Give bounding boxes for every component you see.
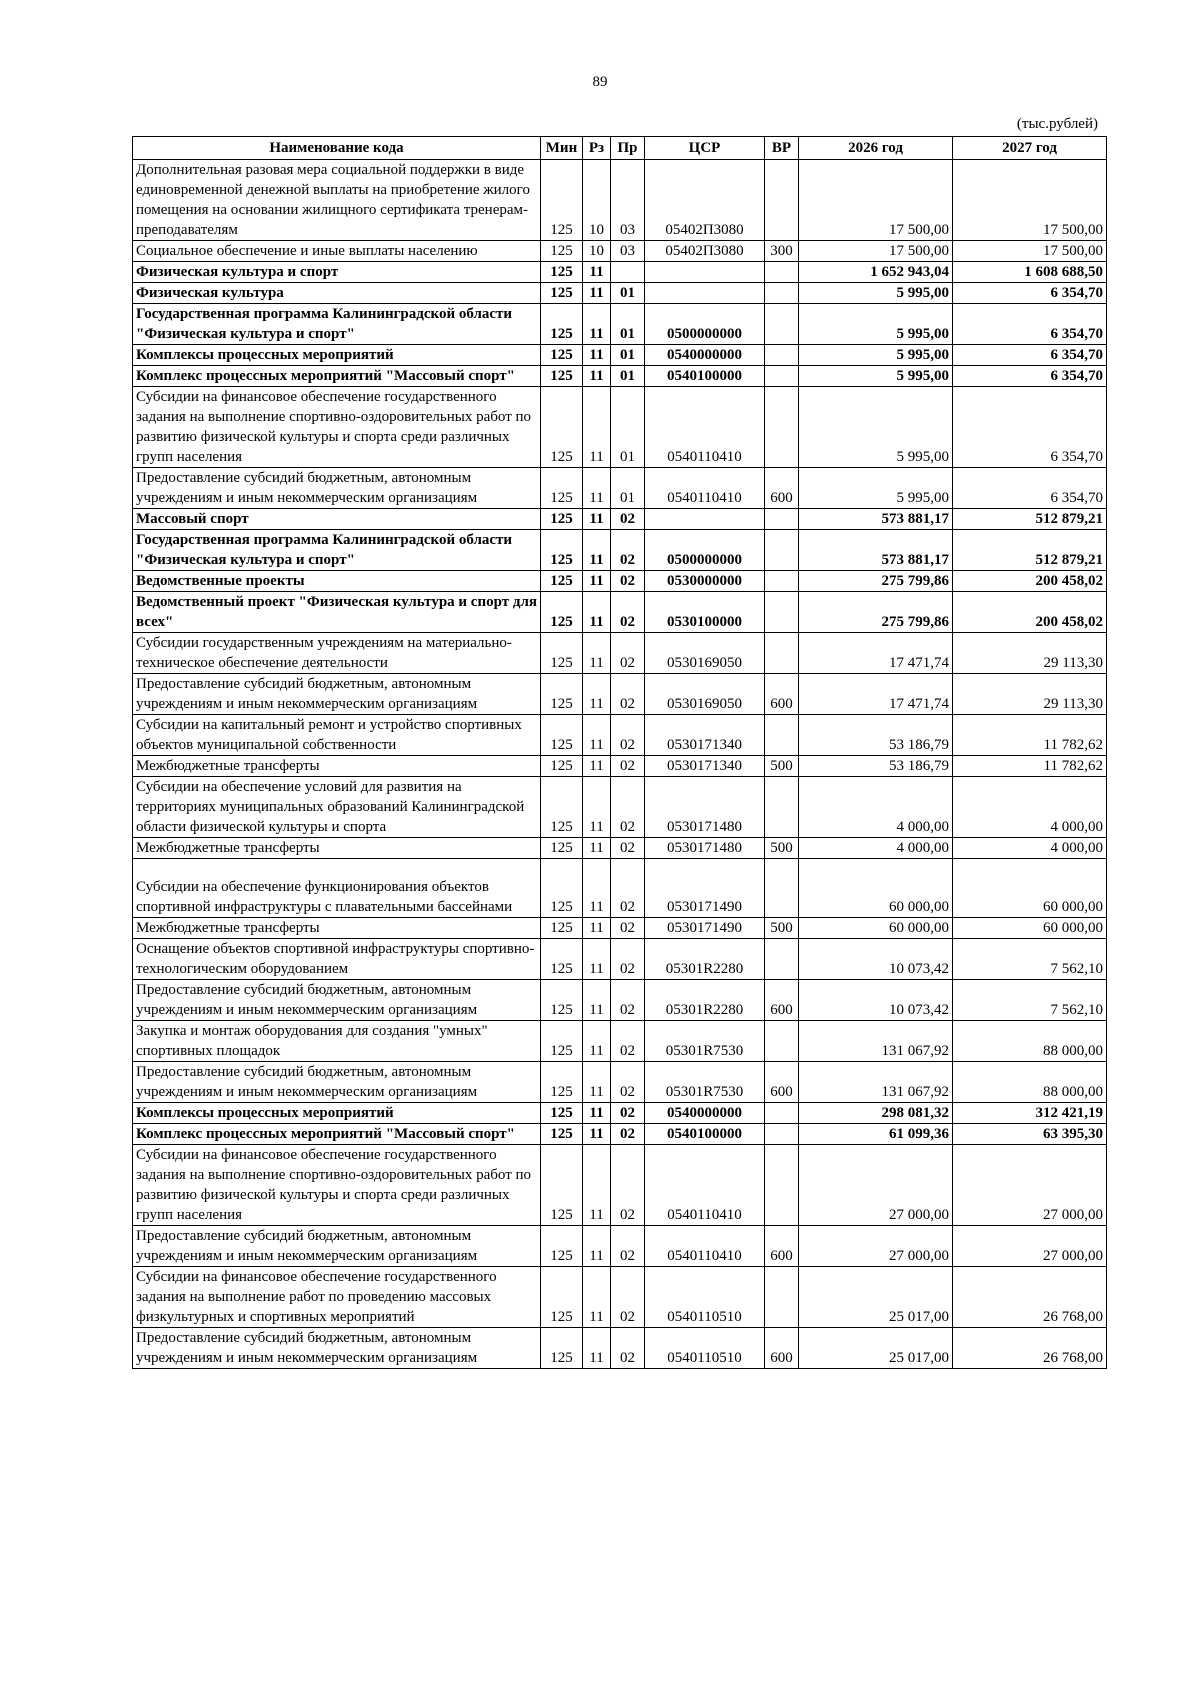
- row-2027: 6 354,70: [953, 366, 1107, 387]
- row-csr: 0540110410: [645, 387, 765, 468]
- row-2027: 6 354,70: [953, 283, 1107, 304]
- row-pr: [611, 262, 645, 283]
- row-2026: 1 652 943,04: [799, 262, 953, 283]
- row-rz: 11: [583, 304, 611, 345]
- row-csr: 0500000000: [645, 304, 765, 345]
- row-min: 125: [541, 592, 583, 633]
- row-rz: 10: [583, 160, 611, 241]
- row-2027: 26 768,00: [953, 1267, 1107, 1328]
- row-min: 125: [541, 939, 583, 980]
- row-2026: 61 099,36: [799, 1124, 953, 1145]
- table-row: [133, 715, 1107, 756]
- row-csr: 0540110410: [645, 1145, 765, 1226]
- row-2026: 573 881,17: [799, 530, 953, 571]
- row-pr: 02: [611, 715, 645, 756]
- row-csr: 05301R7530: [645, 1062, 765, 1103]
- row-pr: 02: [611, 918, 645, 939]
- row-2027: 6 354,70: [953, 387, 1107, 468]
- row-2026: 5 995,00: [799, 304, 953, 345]
- row-name: Дополнительная разовая мера социальной поддержки в виде единовременной денежной выплаты на приобретение жилого помещения на основании жилищного сертификата тренерам-преподавателям: [133, 160, 541, 241]
- row-rz: 11: [583, 859, 611, 918]
- row-2027: 60 000,00: [953, 918, 1107, 939]
- row-vr: 600: [765, 1226, 799, 1267]
- row-min: 125: [541, 283, 583, 304]
- row-pr: 02: [611, 1328, 645, 1369]
- row-pr: 02: [611, 592, 645, 633]
- table-row: [133, 1145, 1107, 1226]
- row-2026: 60 000,00: [799, 859, 953, 918]
- row-vr: 500: [765, 918, 799, 939]
- header-min: Мин: [541, 137, 583, 160]
- row-min: 125: [541, 715, 583, 756]
- row-pr: 02: [611, 1145, 645, 1226]
- table-row: [133, 1267, 1107, 1328]
- row-2026: 275 799,86: [799, 592, 953, 633]
- row-2026: 10 073,42: [799, 980, 953, 1021]
- row-min: 125: [541, 160, 583, 241]
- row-rz: 11: [583, 838, 611, 859]
- row-csr: 0530171480: [645, 838, 765, 859]
- row-name: Субсидии государственным учреждениям на материально-техническое обеспечение деятельности: [133, 633, 541, 674]
- row-2026: 131 067,92: [799, 1021, 953, 1062]
- row-csr: [645, 262, 765, 283]
- row-pr: 02: [611, 1021, 645, 1062]
- row-name: Межбюджетные трансферты: [133, 838, 541, 859]
- row-vr: [765, 633, 799, 674]
- row-name: Субсидии на капитальный ремонт и устройство спортивных объектов муниципальной собственности: [133, 715, 541, 756]
- header-vr: ВР: [765, 137, 799, 160]
- table-row: [133, 1021, 1107, 1062]
- row-name: Субсидии на обеспечение условий для развития на территориях муниципальных образований Калининградской области физической культуры и спорта: [133, 777, 541, 838]
- row-name: Субсидии на финансовое обеспечение государственного задания на выполнение работ по проведению массовых физкультурных и спортивных мероприятий: [133, 1267, 541, 1328]
- row-rz: 11: [583, 283, 611, 304]
- table-row: [133, 1103, 1107, 1124]
- row-2027: 11 782,62: [953, 715, 1107, 756]
- row-csr: 05301R7530: [645, 1021, 765, 1062]
- row-min: 125: [541, 1103, 583, 1124]
- row-2026: 27 000,00: [799, 1226, 953, 1267]
- row-vr: 600: [765, 1062, 799, 1103]
- row-csr: 05402П3080: [645, 160, 765, 241]
- row-min: 125: [541, 1062, 583, 1103]
- row-csr: [645, 509, 765, 530]
- row-2027: 17 500,00: [953, 160, 1107, 241]
- table-row: [133, 509, 1107, 530]
- row-name: Межбюджетные трансферты: [133, 756, 541, 777]
- table-row: [133, 674, 1107, 715]
- row-vr: 500: [765, 756, 799, 777]
- row-vr: [765, 1145, 799, 1226]
- row-csr: 0530171340: [645, 756, 765, 777]
- row-name: Комплексы процессных мероприятий: [133, 345, 541, 366]
- row-2026: 53 186,79: [799, 715, 953, 756]
- row-pr: 02: [611, 756, 645, 777]
- row-min: 125: [541, 859, 583, 918]
- row-vr: [765, 1124, 799, 1145]
- row-vr: [765, 262, 799, 283]
- row-2027: 1 608 688,50: [953, 262, 1107, 283]
- row-pr: 03: [611, 241, 645, 262]
- row-rz: 11: [583, 939, 611, 980]
- row-csr: 0530169050: [645, 633, 765, 674]
- table-row: [133, 241, 1107, 262]
- row-min: 125: [541, 241, 583, 262]
- table-row: [133, 838, 1107, 859]
- row-2026: 25 017,00: [799, 1328, 953, 1369]
- row-name: Предоставление субсидий бюджетным, автономным учреждениям и иным некоммерческим организациям: [133, 1226, 541, 1267]
- table-body: [133, 160, 1107, 1369]
- row-min: 125: [541, 980, 583, 1021]
- row-name: Государственная программа Калининградской области "Физическая культура и спорт": [133, 530, 541, 571]
- row-name: Комплекс процессных мероприятий "Массовый спорт": [133, 366, 541, 387]
- table-row: [133, 1328, 1107, 1369]
- row-rz: 11: [583, 262, 611, 283]
- table-row: [133, 859, 1107, 918]
- row-pr: 02: [611, 1124, 645, 1145]
- row-vr: 600: [765, 468, 799, 509]
- row-csr: 0530171490: [645, 918, 765, 939]
- row-2027: 512 879,21: [953, 530, 1107, 571]
- row-rz: 11: [583, 387, 611, 468]
- row-rz: 11: [583, 1267, 611, 1328]
- row-2027: 6 354,70: [953, 468, 1107, 509]
- row-name: Субсидии на финансовое обеспечение государственного задания на выполнение спортивно-оздоровительных работ по развитию физической культуры и спорта среди различных групп населения: [133, 387, 541, 468]
- row-2027: 17 500,00: [953, 241, 1107, 262]
- row-rz: 11: [583, 980, 611, 1021]
- page-number: 89: [592, 74, 608, 90]
- row-2026: 17 471,74: [799, 633, 953, 674]
- row-pr: 01: [611, 387, 645, 468]
- row-min: 125: [541, 571, 583, 592]
- table-row: [133, 468, 1107, 509]
- row-pr: 01: [611, 345, 645, 366]
- row-vr: 600: [765, 980, 799, 1021]
- row-min: 125: [541, 262, 583, 283]
- table-row: [133, 571, 1107, 592]
- row-pr: 02: [611, 509, 645, 530]
- row-min: 125: [541, 387, 583, 468]
- row-vr: [765, 571, 799, 592]
- row-csr: 0530171490: [645, 859, 765, 918]
- row-csr: 0530169050: [645, 674, 765, 715]
- row-2026: 5 995,00: [799, 283, 953, 304]
- row-min: 125: [541, 1226, 583, 1267]
- row-csr: 0540000000: [645, 345, 765, 366]
- budget-table: [132, 136, 1107, 1369]
- row-vr: [765, 859, 799, 918]
- table-row: [133, 262, 1107, 283]
- row-pr: 02: [611, 571, 645, 592]
- row-name: Предоставление субсидий бюджетным, автономным учреждениям и иным некоммерческим организациям: [133, 1328, 541, 1369]
- row-rz: 11: [583, 509, 611, 530]
- table-row: [133, 633, 1107, 674]
- row-name: Межбюджетные трансферты: [133, 918, 541, 939]
- row-csr: 0540110510: [645, 1328, 765, 1369]
- row-2027: 200 458,02: [953, 571, 1107, 592]
- row-2027: 4 000,00: [953, 777, 1107, 838]
- row-min: 125: [541, 345, 583, 366]
- row-name: Предоставление субсидий бюджетным, автономным учреждениям и иным некоммерческим организациям: [133, 980, 541, 1021]
- row-csr: 0530171480: [645, 777, 765, 838]
- row-vr: [765, 939, 799, 980]
- row-min: 125: [541, 1267, 583, 1328]
- row-min: 125: [541, 468, 583, 509]
- row-name: Физическая культура и спорт: [133, 262, 541, 283]
- row-name: Государственная программа Калининградской области "Физическая культура и спорт": [133, 304, 541, 345]
- row-name: Предоставление субсидий бюджетным, автономным учреждениям и иным некоммерческим организациям: [133, 1062, 541, 1103]
- row-pr: 02: [611, 777, 645, 838]
- row-rz: 11: [583, 1145, 611, 1226]
- row-pr: 02: [611, 838, 645, 859]
- row-vr: [765, 509, 799, 530]
- table-row: [133, 756, 1107, 777]
- row-rz: 11: [583, 674, 611, 715]
- row-name: Субсидии на финансовое обеспечение государственного задания на выполнение спортивно-оздоровительных работ по развитию физической культуры и спорта среди различных групп населения: [133, 1145, 541, 1226]
- row-vr: [765, 592, 799, 633]
- row-name: Комплексы процессных мероприятий: [133, 1103, 541, 1124]
- row-name: Социальное обеспечение и иные выплаты населению: [133, 241, 541, 262]
- row-min: 125: [541, 756, 583, 777]
- row-vr: [765, 387, 799, 468]
- row-rz: 11: [583, 1328, 611, 1369]
- row-min: 125: [541, 918, 583, 939]
- table-row: [133, 283, 1107, 304]
- row-2027: 11 782,62: [953, 756, 1107, 777]
- row-2026: 573 881,17: [799, 509, 953, 530]
- row-csr: 0500000000: [645, 530, 765, 571]
- row-name: Ведомственный проект "Физическая культура и спорт для всех": [133, 592, 541, 633]
- header-rz: Рз: [583, 137, 611, 160]
- row-min: 125: [541, 1145, 583, 1226]
- row-2027: 27 000,00: [953, 1145, 1107, 1226]
- row-pr: 03: [611, 160, 645, 241]
- row-name: Предоставление субсидий бюджетным, автономным учреждениям и иным некоммерческим организациям: [133, 468, 541, 509]
- row-vr: [765, 777, 799, 838]
- row-csr: 0540000000: [645, 1103, 765, 1124]
- table-row: [133, 160, 1107, 241]
- row-2027: 63 395,30: [953, 1124, 1107, 1145]
- row-vr: [765, 160, 799, 241]
- row-2027: 29 113,30: [953, 633, 1107, 674]
- row-csr: 0540110410: [645, 468, 765, 509]
- row-rz: 11: [583, 633, 611, 674]
- row-2027: 512 879,21: [953, 509, 1107, 530]
- row-name: Ведомственные проекты: [133, 571, 541, 592]
- table-row: [133, 530, 1107, 571]
- row-csr: 0540110410: [645, 1226, 765, 1267]
- row-pr: 02: [611, 980, 645, 1021]
- row-2026: 5 995,00: [799, 387, 953, 468]
- row-2026: 4 000,00: [799, 777, 953, 838]
- row-rz: 11: [583, 366, 611, 387]
- row-pr: 01: [611, 468, 645, 509]
- row-name: Предоставление субсидий бюджетным, автономным учреждениям и иным некоммерческим организациям: [133, 674, 541, 715]
- header-2026: 2026 год: [799, 137, 953, 160]
- row-2027: 4 000,00: [953, 838, 1107, 859]
- row-min: 125: [541, 366, 583, 387]
- row-csr: 0540110510: [645, 1267, 765, 1328]
- row-csr: 0530171340: [645, 715, 765, 756]
- header-name: Наименование кода: [133, 137, 541, 160]
- row-name: Комплекс процессных мероприятий "Массовый спорт": [133, 1124, 541, 1145]
- row-rz: 11: [583, 756, 611, 777]
- row-rz: 11: [583, 571, 611, 592]
- table-row: [133, 1226, 1107, 1267]
- row-rz: 11: [583, 468, 611, 509]
- row-min: 125: [541, 633, 583, 674]
- row-min: 125: [541, 304, 583, 345]
- row-rz: 11: [583, 592, 611, 633]
- row-vr: [765, 1103, 799, 1124]
- row-2026: 53 186,79: [799, 756, 953, 777]
- table-header-row: [133, 137, 1107, 160]
- row-rz: 10: [583, 241, 611, 262]
- row-name: Субсидии на обеспечение функционирования объектов спортивной инфраструктуры с плавательными бассейнами: [133, 859, 541, 918]
- row-csr: 05402П3080: [645, 241, 765, 262]
- row-rz: 11: [583, 918, 611, 939]
- table-row: [133, 304, 1107, 345]
- row-2026: 25 017,00: [799, 1267, 953, 1328]
- units-label: (тыс.рублей): [1016, 116, 1098, 132]
- row-vr: [765, 304, 799, 345]
- row-pr: 02: [611, 1226, 645, 1267]
- row-2026: 10 073,42: [799, 939, 953, 980]
- row-csr: 0530100000: [645, 592, 765, 633]
- row-rz: 11: [583, 1226, 611, 1267]
- row-2027: 7 562,10: [953, 980, 1107, 1021]
- table-row: [133, 1062, 1107, 1103]
- row-2027: 60 000,00: [953, 859, 1107, 918]
- row-vr: 600: [765, 1328, 799, 1369]
- row-name: Физическая культура: [133, 283, 541, 304]
- row-2026: 131 067,92: [799, 1062, 953, 1103]
- row-min: 125: [541, 1021, 583, 1062]
- row-min: 125: [541, 674, 583, 715]
- table-row: [133, 1124, 1107, 1145]
- row-pr: 01: [611, 304, 645, 345]
- row-2027: 26 768,00: [953, 1328, 1107, 1369]
- header-2027: 2027 год: [953, 137, 1107, 160]
- row-min: 125: [541, 1124, 583, 1145]
- row-rz: 11: [583, 345, 611, 366]
- header-pr: Пр: [611, 137, 645, 160]
- row-2026: 5 995,00: [799, 366, 953, 387]
- row-vr: [765, 530, 799, 571]
- table-row: [133, 918, 1107, 939]
- row-csr: 0540100000: [645, 1124, 765, 1145]
- row-min: 125: [541, 509, 583, 530]
- row-2027: 312 421,19: [953, 1103, 1107, 1124]
- row-2027: 200 458,02: [953, 592, 1107, 633]
- row-2026: 27 000,00: [799, 1145, 953, 1226]
- header-csr: ЦСР: [645, 137, 765, 160]
- row-vr: 500: [765, 838, 799, 859]
- row-csr: 05301R2280: [645, 980, 765, 1021]
- table-row: [133, 939, 1107, 980]
- row-rz: 11: [583, 777, 611, 838]
- row-2026: 5 995,00: [799, 468, 953, 509]
- table-row: [133, 777, 1107, 838]
- row-pr: 02: [611, 530, 645, 571]
- row-2026: 4 000,00: [799, 838, 953, 859]
- row-2026: 60 000,00: [799, 918, 953, 939]
- row-2026: 17 500,00: [799, 241, 953, 262]
- row-pr: 01: [611, 283, 645, 304]
- row-vr: [765, 715, 799, 756]
- row-2026: 17 500,00: [799, 160, 953, 241]
- row-vr: [765, 1267, 799, 1328]
- row-pr: 02: [611, 674, 645, 715]
- row-rz: 11: [583, 715, 611, 756]
- row-pr: 02: [611, 1103, 645, 1124]
- row-min: 125: [541, 838, 583, 859]
- row-pr: 02: [611, 633, 645, 674]
- row-rz: 11: [583, 1021, 611, 1062]
- row-rz: 11: [583, 1103, 611, 1124]
- row-pr: 02: [611, 939, 645, 980]
- table-row: [133, 345, 1107, 366]
- row-pr: 02: [611, 859, 645, 918]
- row-2027: 6 354,70: [953, 304, 1107, 345]
- row-min: 125: [541, 777, 583, 838]
- row-pr: 02: [611, 1267, 645, 1328]
- row-vr: [765, 366, 799, 387]
- row-vr: [765, 283, 799, 304]
- row-2026: 17 471,74: [799, 674, 953, 715]
- table-row: [133, 387, 1107, 468]
- row-2027: 88 000,00: [953, 1021, 1107, 1062]
- row-2027: 88 000,00: [953, 1062, 1107, 1103]
- row-2026: 275 799,86: [799, 571, 953, 592]
- row-rz: 11: [583, 1124, 611, 1145]
- row-rz: 11: [583, 1062, 611, 1103]
- table-row: [133, 980, 1107, 1021]
- row-csr: 05301R2280: [645, 939, 765, 980]
- row-rz: 11: [583, 530, 611, 571]
- row-vr: [765, 345, 799, 366]
- table-row: [133, 592, 1107, 633]
- row-name: Закупка и монтаж оборудования для создания "умных" спортивных площадок: [133, 1021, 541, 1062]
- table-row: [133, 366, 1107, 387]
- row-2026: 298 081,32: [799, 1103, 953, 1124]
- row-vr: 600: [765, 674, 799, 715]
- row-vr: [765, 1021, 799, 1062]
- row-min: 125: [541, 1328, 583, 1369]
- row-pr: 02: [611, 1062, 645, 1103]
- row-2027: 6 354,70: [953, 345, 1107, 366]
- row-csr: [645, 283, 765, 304]
- row-vr: 300: [765, 241, 799, 262]
- row-pr: 01: [611, 366, 645, 387]
- row-2027: 7 562,10: [953, 939, 1107, 980]
- row-name: Массовый спорт: [133, 509, 541, 530]
- row-csr: 0540100000: [645, 366, 765, 387]
- row-2027: 29 113,30: [953, 674, 1107, 715]
- row-min: 125: [541, 530, 583, 571]
- row-2026: 5 995,00: [799, 345, 953, 366]
- row-csr: 0530000000: [645, 571, 765, 592]
- row-name: Оснащение объектов спортивной инфраструктуры спортивно-технологическим оборудованием: [133, 939, 541, 980]
- row-2027: 27 000,00: [953, 1226, 1107, 1267]
